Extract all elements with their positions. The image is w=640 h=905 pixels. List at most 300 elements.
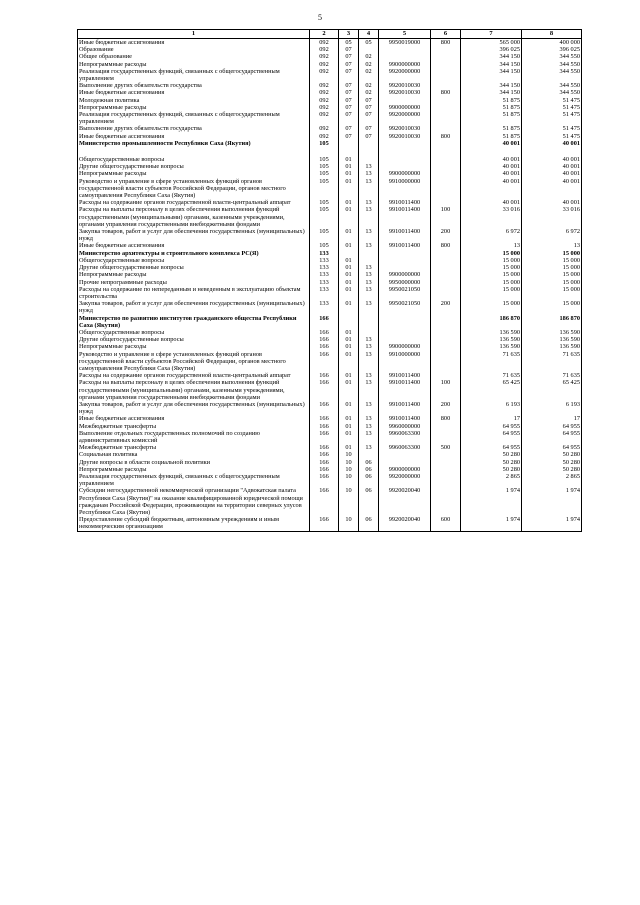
expense-type-cell (431, 336, 461, 343)
section-cell: 01 (339, 170, 359, 177)
section-cell: 07 (339, 82, 359, 89)
ministry-code-cell: 092 (310, 125, 339, 132)
table-row (78, 89, 582, 96)
target-article-cell: 9950021050 (379, 300, 431, 314)
section-cell: 01 (339, 351, 359, 373)
target-article-cell (379, 140, 431, 156)
expense-type-cell (431, 199, 461, 206)
section-cell: 01 (339, 286, 359, 300)
target-article-cell: 9900000000 (379, 170, 431, 177)
amount-year1-cell: 344 150 (461, 53, 522, 60)
section-cell (339, 315, 359, 329)
table-row (78, 372, 582, 379)
amount-year1-cell: 64 955 (461, 430, 522, 444)
table-row (78, 133, 582, 140)
section-cell: 10 (339, 516, 359, 531)
amount-year1-cell: 40 001 (461, 163, 522, 170)
subsection-cell: 13 (359, 336, 379, 343)
amount-year1-cell: 344 150 (461, 82, 522, 89)
expense-type-cell (431, 156, 461, 163)
amount-year2-cell: 6 193 (522, 401, 582, 415)
target-article-cell: 9910011400 (379, 228, 431, 242)
row-name-cell: Непрограммные расходы (78, 170, 310, 177)
subsection-cell: 13 (359, 242, 379, 249)
subsection-cell: 02 (359, 68, 379, 82)
amount-year1-cell: 65 425 (461, 379, 522, 401)
table-row (78, 264, 582, 271)
row-name-cell: Прочие непрограммные расходы (78, 279, 310, 286)
amount-year1-cell: 64 955 (461, 444, 522, 451)
amount-year2-cell: 1 974 (522, 516, 582, 531)
expense-type-cell (431, 250, 461, 257)
row-name-cell: Выполнение отдельных государственных полномочий по созданию административных комиссий (78, 430, 310, 444)
column-header: 5 (379, 30, 431, 39)
table-row (78, 178, 582, 200)
section-cell: 01 (339, 228, 359, 242)
section-cell: 01 (339, 257, 359, 264)
subsection-cell: 13 (359, 415, 379, 422)
amount-year2-cell: 136 590 (522, 329, 582, 336)
amount-year2-cell: 396 025 (522, 46, 582, 53)
expense-type-cell (431, 97, 461, 104)
row-name-cell: Реализация государственных функций, связанных с общегосударственным управлением (78, 111, 310, 125)
ministry-code-cell: 166 (310, 423, 339, 430)
ministry-code-cell: 092 (310, 39, 339, 47)
amount-year2-cell: 136 590 (522, 343, 582, 350)
ministry-code-cell: 166 (310, 516, 339, 531)
target-article-cell: 9920020040 (379, 516, 431, 531)
subsection-cell: 13 (359, 430, 379, 444)
subsection-cell (359, 46, 379, 53)
amount-year2-cell: 40 001 (522, 178, 582, 200)
amount-year1-cell: 40 001 (461, 170, 522, 177)
target-article-cell: 9960000000 (379, 423, 431, 430)
section-cell: 01 (339, 199, 359, 206)
row-name-cell: Министерство архитектуры и строительного комплекса РС(Я) (78, 250, 310, 257)
row-name-cell: Общегосударственные вопросы (78, 257, 310, 264)
ministry-code-cell: 133 (310, 300, 339, 314)
target-article-cell: 9950000000 (379, 279, 431, 286)
ministry-code-cell: 166 (310, 351, 339, 373)
amount-year1-cell: 17 (461, 415, 522, 422)
column-header: 2 (310, 30, 339, 39)
section-cell (339, 140, 359, 156)
amount-year1-cell: 6 193 (461, 401, 522, 415)
table-row (78, 401, 582, 415)
expense-type-cell: 800 (431, 89, 461, 96)
target-article-cell (379, 53, 431, 60)
row-name-cell: Общегосударственные вопросы (78, 329, 310, 336)
target-article-cell (379, 46, 431, 53)
row-name-cell: Другие общегосударственные вопросы (78, 264, 310, 271)
amount-year1-cell: 344 150 (461, 89, 522, 96)
amount-year1-cell: 40 001 (461, 199, 522, 206)
subsection-cell: 13 (359, 444, 379, 451)
ministry-code-cell: 092 (310, 53, 339, 60)
amount-year1-cell: 396 025 (461, 46, 522, 53)
amount-year1-cell: 15 000 (461, 271, 522, 278)
expense-type-cell (431, 271, 461, 278)
amount-year1-cell: 136 590 (461, 329, 522, 336)
amount-year2-cell: 15 000 (522, 271, 582, 278)
subsection-cell: 13 (359, 372, 379, 379)
subsection-cell: 06 (359, 487, 379, 516)
target-article-cell (379, 329, 431, 336)
table-row (78, 199, 582, 206)
amount-year2-cell: 33 016 (522, 206, 582, 228)
subsection-cell: 06 (359, 466, 379, 473)
amount-year1-cell: 51 875 (461, 133, 522, 140)
target-article-cell: 9920010030 (379, 82, 431, 89)
table-row (78, 459, 582, 466)
expense-type-cell (431, 53, 461, 60)
section-cell: 01 (339, 264, 359, 271)
amount-year1-cell: 2 865 (461, 473, 522, 487)
target-article-cell: 9900000000 (379, 61, 431, 68)
row-name-cell: Расходы на содержание по непереданным и неведенным в эксплуатацию объектам строительства (78, 286, 310, 300)
table-row (78, 82, 582, 89)
subsection-cell (359, 257, 379, 264)
amount-year1-cell: 51 875 (461, 104, 522, 111)
ministry-code-cell: 133 (310, 279, 339, 286)
amount-year2-cell: 344 550 (522, 53, 582, 60)
subsection-cell: 13 (359, 379, 379, 401)
section-cell: 01 (339, 430, 359, 444)
expense-type-cell (431, 82, 461, 89)
ministry-code-cell: 105 (310, 140, 339, 156)
target-article-cell: 9910011400 (379, 372, 431, 379)
ministry-code-cell: 092 (310, 68, 339, 82)
expense-type-cell (431, 459, 461, 466)
table-row (78, 68, 582, 82)
amount-year1-cell: 13 (461, 242, 522, 249)
amount-year2-cell: 64 955 (522, 444, 582, 451)
amount-year1-cell: 50 280 (461, 451, 522, 458)
subsection-cell: 13 (359, 300, 379, 314)
target-article-cell (379, 459, 431, 466)
amount-year1-cell: 50 280 (461, 466, 522, 473)
row-name-cell: Выполнение других обязательств государства (78, 82, 310, 89)
expense-type-cell (431, 487, 461, 516)
section-cell: 01 (339, 206, 359, 228)
table-row (78, 466, 582, 473)
column-header: 1 (78, 30, 310, 39)
amount-year2-cell: 15 000 (522, 264, 582, 271)
table-row (78, 170, 582, 177)
ministry-code-cell: 166 (310, 487, 339, 516)
section-cell: 07 (339, 104, 359, 111)
table-row (78, 46, 582, 53)
row-name-cell: Непрограммные расходы (78, 466, 310, 473)
row-name-cell: Расходы на содержание органов государственной власти-центральный аппарат (78, 372, 310, 379)
row-name-cell: Другие общегосударственные вопросы (78, 336, 310, 343)
ministry-code-cell: 105 (310, 199, 339, 206)
page-number: 5 (318, 13, 322, 22)
ministry-code-cell: 133 (310, 271, 339, 278)
expense-type-cell (431, 140, 461, 156)
amount-year1-cell: 136 590 (461, 343, 522, 350)
subsection-cell: 07 (359, 125, 379, 132)
table-row (78, 487, 582, 516)
subsection-cell: 13 (359, 286, 379, 300)
table-body (78, 39, 582, 532)
amount-year2-cell: 186 870 (522, 315, 582, 329)
amount-year1-cell: 15 000 (461, 279, 522, 286)
ministry-code-cell: 166 (310, 379, 339, 401)
row-name-cell: Расходы на выплаты персоналу в целях обеспечения выполнения функций государственными (муниципальными) органами, казенными учреждениями, органами управления государственными внебюджетными фондами (78, 379, 310, 401)
table-row (78, 379, 582, 401)
ministry-code-cell: 092 (310, 61, 339, 68)
row-name-cell: Общегосударственные вопросы (78, 156, 310, 163)
section-cell: 10 (339, 487, 359, 516)
expense-type-cell (431, 423, 461, 430)
table-row (78, 279, 582, 286)
target-article-cell: 9910011400 (379, 206, 431, 228)
table-row (78, 53, 582, 60)
expense-type-cell (431, 351, 461, 373)
expense-type-cell (431, 315, 461, 329)
section-cell: 07 (339, 133, 359, 140)
amount-year2-cell: 13 (522, 242, 582, 249)
section-cell: 01 (339, 401, 359, 415)
subsection-cell: 13 (359, 401, 379, 415)
expense-type-cell (431, 372, 461, 379)
amount-year2-cell: 50 280 (522, 451, 582, 458)
subsection-cell: 02 (359, 53, 379, 60)
section-cell: 01 (339, 444, 359, 451)
table-row (78, 39, 582, 47)
amount-year2-cell: 136 590 (522, 336, 582, 343)
table-row (78, 206, 582, 228)
row-name-cell: Выполнение других обязательств государства (78, 125, 310, 132)
section-cell: 07 (339, 53, 359, 60)
row-name-cell: Иные бюджетные ассигнования (78, 89, 310, 96)
ministry-code-cell: 133 (310, 257, 339, 264)
section-cell: 01 (339, 271, 359, 278)
ministry-code-cell: 105 (310, 170, 339, 177)
row-name-cell: Руководство и управление в сфере установленных функций органов государственной власти субъектов Российской Федерации, органов местного самоуправления Республики Саха (Якутия) (78, 178, 310, 200)
ministry-code-cell: 092 (310, 133, 339, 140)
column-header: 6 (431, 30, 461, 39)
target-article-cell (379, 264, 431, 271)
ministry-code-cell: 166 (310, 336, 339, 343)
section-cell: 10 (339, 466, 359, 473)
amount-year1-cell: 186 870 (461, 315, 522, 329)
amount-year2-cell: 64 955 (522, 430, 582, 444)
amount-year1-cell: 51 875 (461, 97, 522, 104)
subsection-cell: 13 (359, 228, 379, 242)
table-header-row (78, 30, 582, 39)
target-article-cell (379, 163, 431, 170)
table-row (78, 300, 582, 314)
amount-year2-cell: 64 955 (522, 423, 582, 430)
expense-type-cell (431, 343, 461, 350)
row-name-cell: Закупка товаров, работ и услуг для обеспечения государственных (муниципальных) нужд (78, 401, 310, 415)
table-row (78, 286, 582, 300)
amount-year2-cell: 15 000 (522, 300, 582, 314)
row-name-cell: Непрограммные расходы (78, 343, 310, 350)
section-cell: 10 (339, 451, 359, 458)
amount-year2-cell: 344 550 (522, 68, 582, 82)
amount-year2-cell: 50 280 (522, 459, 582, 466)
table-row (78, 125, 582, 132)
ministry-code-cell: 166 (310, 315, 339, 329)
table-row (78, 473, 582, 487)
ministry-code-cell: 092 (310, 82, 339, 89)
expense-type-cell (431, 163, 461, 170)
amount-year1-cell: 15 000 (461, 250, 522, 257)
subsection-cell: 02 (359, 89, 379, 96)
subsection-cell: 07 (359, 104, 379, 111)
target-article-cell: 9920010030 (379, 125, 431, 132)
expense-type-cell (431, 466, 461, 473)
expense-type-cell (431, 257, 461, 264)
table-row (78, 336, 582, 343)
section-cell: 01 (339, 336, 359, 343)
expense-type-cell (431, 125, 461, 132)
subsection-cell: 05 (359, 39, 379, 47)
amount-year2-cell: 6 972 (522, 228, 582, 242)
target-article-cell: 9920000000 (379, 111, 431, 125)
subsection-cell: 06 (359, 459, 379, 466)
subsection-cell: 02 (359, 61, 379, 68)
section-cell: 07 (339, 46, 359, 53)
table-row (78, 415, 582, 422)
table-row (78, 329, 582, 336)
expense-type-cell (431, 329, 461, 336)
expense-type-cell (431, 279, 461, 286)
subsection-cell: 13 (359, 351, 379, 373)
row-name-cell: Непрограммные расходы (78, 104, 310, 111)
table-row (78, 104, 582, 111)
target-article-cell: 9910011400 (379, 242, 431, 249)
row-name-cell: Предоставление субсидий бюджетным, автономным учреждениям и иным некоммерческим организациям (78, 516, 310, 531)
ministry-code-cell: 105 (310, 206, 339, 228)
ministry-code-cell: 166 (310, 415, 339, 422)
amount-year2-cell: 344 550 (522, 89, 582, 96)
amount-year2-cell: 71 635 (522, 372, 582, 379)
amount-year2-cell: 51 475 (522, 111, 582, 125)
amount-year2-cell: 15 000 (522, 286, 582, 300)
target-article-cell: 9900000000 (379, 271, 431, 278)
subsection-cell (359, 156, 379, 163)
table-row (78, 351, 582, 373)
target-article-cell: 9910011400 (379, 401, 431, 415)
ministry-code-cell: 105 (310, 178, 339, 200)
subsection-cell (359, 315, 379, 329)
target-article-cell: 9910000000 (379, 178, 431, 200)
amount-year1-cell: 40 001 (461, 178, 522, 200)
expense-type-cell: 800 (431, 242, 461, 249)
row-name-cell: Непрограммные расходы (78, 271, 310, 278)
table-row (78, 242, 582, 249)
table-row-ministry (78, 140, 582, 156)
ministry-code-cell: 166 (310, 451, 339, 458)
expense-type-cell: 100 (431, 206, 461, 228)
amount-year1-cell: 15 000 (461, 257, 522, 264)
row-name-cell: Образование (78, 46, 310, 53)
expense-type-cell (431, 104, 461, 111)
table-row (78, 271, 582, 278)
row-name-cell: Субсидии негосударственной некоммерческой организации "Адвокатская палата Республики Саха (Якутия)" на оказание квалифицированной юридической помощи гражданам Российской Федерации, проживающим на территории северных улусов Республики Саха (Якутия) (78, 487, 310, 516)
amount-year1-cell: 565 000 (461, 39, 522, 47)
table-row-ministry (78, 250, 582, 257)
target-article-cell: 9960063300 (379, 430, 431, 444)
subsection-cell: 07 (359, 97, 379, 104)
table-row-ministry (78, 315, 582, 329)
ministry-code-cell: 105 (310, 156, 339, 163)
target-article-cell (379, 156, 431, 163)
amount-year2-cell: 51 475 (522, 133, 582, 140)
target-article-cell: 9950021050 (379, 286, 431, 300)
subsection-cell: 13 (359, 163, 379, 170)
amount-year2-cell: 71 635 (522, 351, 582, 373)
section-cell: 01 (339, 423, 359, 430)
ministry-code-cell: 166 (310, 401, 339, 415)
target-article-cell: 9910011400 (379, 415, 431, 422)
subsection-cell: 13 (359, 264, 379, 271)
row-name-cell: Иные бюджетные ассигнования (78, 242, 310, 249)
column-header: 7 (461, 30, 522, 39)
column-header: 3 (339, 30, 359, 39)
subsection-cell: 13 (359, 170, 379, 177)
amount-year2-cell: 40 001 (522, 163, 582, 170)
row-name-cell: Расходы на выплаты персоналу в целях обеспечения выполнения функций государственными (муниципальными) органами, казенными учреждениями, органами управления государственными внебюджетными фондами (78, 206, 310, 228)
subsection-cell: 06 (359, 516, 379, 531)
amount-year1-cell: 136 590 (461, 336, 522, 343)
target-article-cell (379, 315, 431, 329)
amount-year2-cell: 400 000 (522, 39, 582, 47)
subsection-cell: 13 (359, 199, 379, 206)
row-name-cell: Реализация государственных функций, связанных с общегосударственным управлением (78, 68, 310, 82)
section-cell: 01 (339, 163, 359, 170)
row-name-cell: Другие вопросы в области социальной политики (78, 459, 310, 466)
amount-year2-cell: 344 550 (522, 61, 582, 68)
section-cell: 01 (339, 343, 359, 350)
ministry-code-cell: 092 (310, 89, 339, 96)
table-row (78, 343, 582, 350)
target-article-cell: 9900000000 (379, 466, 431, 473)
amount-year1-cell: 1 974 (461, 516, 522, 531)
expense-type-cell (431, 46, 461, 53)
ministry-code-cell: 105 (310, 242, 339, 249)
section-cell: 01 (339, 178, 359, 200)
amount-year2-cell: 40 001 (522, 140, 582, 156)
expense-type-cell: 200 (431, 401, 461, 415)
expense-type-cell: 600 (431, 516, 461, 531)
section-cell: 07 (339, 89, 359, 96)
ministry-code-cell: 166 (310, 473, 339, 487)
amount-year2-cell: 50 280 (522, 466, 582, 473)
section-cell: 05 (339, 39, 359, 47)
budget-table (77, 29, 582, 532)
row-name-cell: Расходы на содержание органов государственной власти-центральный аппарат (78, 199, 310, 206)
target-article-cell: 9920010030 (379, 133, 431, 140)
amount-year1-cell: 33 016 (461, 206, 522, 228)
amount-year2-cell: 344 550 (522, 82, 582, 89)
row-name-cell: Иные бюджетные ассигнования (78, 133, 310, 140)
ministry-code-cell: 092 (310, 104, 339, 111)
amount-year1-cell: 15 000 (461, 300, 522, 314)
amount-year2-cell: 51 475 (522, 97, 582, 104)
ministry-code-cell: 166 (310, 430, 339, 444)
section-cell: 01 (339, 156, 359, 163)
target-article-cell: 9910011400 (379, 199, 431, 206)
table-row (78, 228, 582, 242)
expense-type-cell: 500 (431, 444, 461, 451)
column-header: 8 (522, 30, 582, 39)
row-name-cell: Руководство и управление в сфере установленных функций органов государственной власти субъектов Российской Федерации, органов местного самоуправления Республики Саха (Якутия) (78, 351, 310, 373)
